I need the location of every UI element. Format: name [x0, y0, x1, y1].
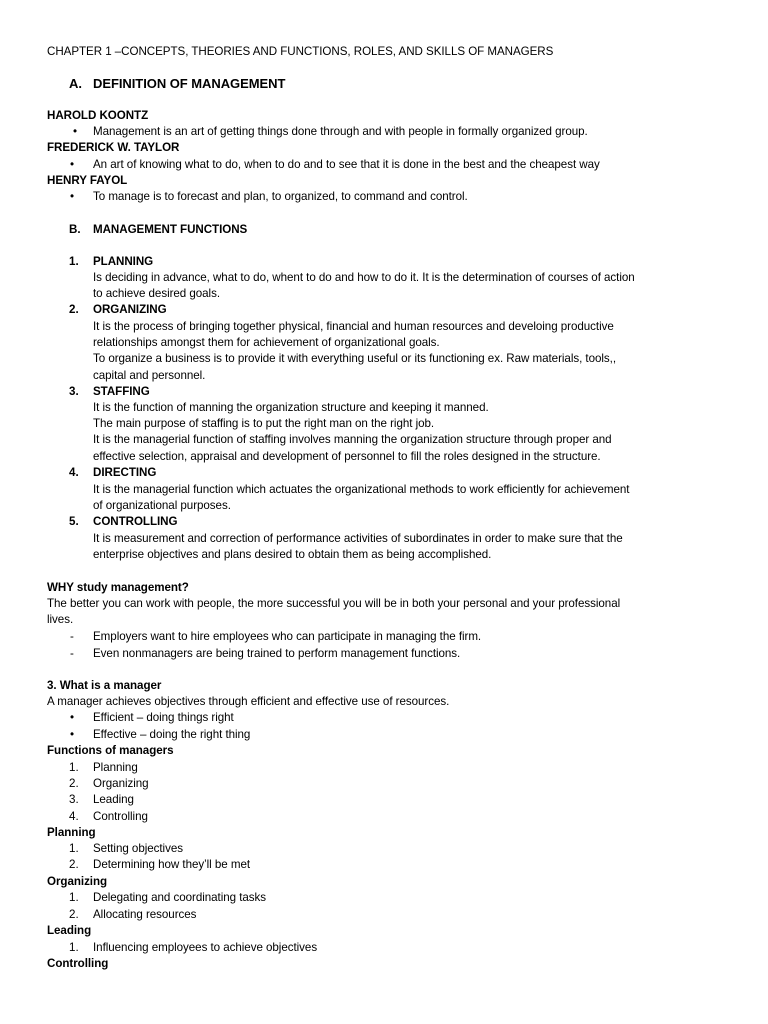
definition-text: Management is an art of getting things done through and with people in formally organized group. [93, 125, 588, 138]
function-text: It is the managerial function which actuates the organizational methods to work efficiently for achievement [93, 483, 630, 496]
function-number: 4. [69, 466, 79, 479]
function-text: relationships amongst them for achievement of organizational goals. [93, 336, 440, 349]
function-text: The main purpose of staffing is to put the right man on the right job. [93, 417, 435, 430]
list-number: 1. [69, 761, 79, 774]
section-b-title: MANAGEMENT FUNCTIONS [93, 223, 248, 236]
function-title: CONTROLLING [93, 515, 178, 528]
list-item: Setting objectives [93, 842, 183, 855]
list-number: 1. [69, 941, 79, 954]
bullet-icon: • [70, 728, 75, 741]
list-item: Delegating and coordinating tasks [93, 891, 267, 904]
list-item: Leading [93, 793, 134, 806]
dash-marker: - [70, 630, 74, 643]
list-number: 1. [69, 891, 79, 904]
list-item: Planning [93, 761, 138, 774]
manager-bullet: Effective – doing the right thing [93, 728, 251, 741]
function-text: enterprise objectives and plans desired to obtain them as being accomplished. [93, 548, 492, 561]
list-item: Allocating resources [93, 908, 197, 921]
function-title: STAFFING [93, 385, 150, 398]
function-text: of organizational purposes. [93, 499, 231, 512]
planning-heading: Planning [47, 826, 96, 839]
organizing-heading: Organizing [47, 875, 108, 888]
function-title: PLANNING [93, 255, 154, 268]
function-number: 1. [69, 255, 79, 268]
function-title: DIRECTING [93, 466, 157, 479]
why-intro: lives. [47, 613, 74, 626]
function-text: It is the managerial function of staffing involves manning the organization structure through proper and [93, 433, 612, 446]
definition-text: To manage is to forecast and plan, to organized, to command and control. [93, 190, 468, 203]
manager-intro: A manager achieves objectives through efficient and effective use of resources. [47, 695, 450, 708]
dash-marker: - [70, 647, 74, 660]
definition-text: An art of knowing what to do, when to do and to see that it is done in the best and the cheapest way [93, 158, 600, 171]
list-number: 2. [69, 908, 79, 921]
list-number: 1. [69, 842, 79, 855]
function-number: 2. [69, 303, 79, 316]
list-number: 2. [69, 777, 79, 790]
leading-heading: Leading [47, 924, 92, 937]
function-number: 5. [69, 515, 79, 528]
function-text: Is deciding in advance, what to do, whent to do and how to do it. It is the determination of courses of action [93, 271, 635, 284]
list-item: Organizing [93, 777, 149, 790]
list-item: Determining how they’ll be met [93, 858, 251, 871]
function-text: It is the function of manning the organization structure and keeping it manned. [93, 401, 489, 414]
bullet-icon: • [70, 158, 75, 171]
list-item: Influencing employees to achieve objectives [93, 941, 318, 954]
definition-author: HENRY FAYOL [47, 174, 128, 187]
definition-author: HAROLD KOONTZ [47, 109, 149, 122]
function-title: ORGANIZING [93, 303, 167, 316]
section-b-marker: B. [69, 223, 81, 236]
chapter-title: CHAPTER 1 –CONCEPTS, THEORIES AND FUNCTIONS, ROLES, AND SKILLS OF MANAGERS [47, 45, 554, 58]
section-a-marker: A. [69, 76, 82, 91]
function-text: It is the process of bringing together physical, financial and human resources and develoing productive [93, 320, 614, 333]
why-intro: The better you can work with people, the more successful you will be in both your personal and your professional [47, 597, 621, 610]
why-item: Even nonmanagers are being trained to perform management functions. [93, 647, 461, 660]
bullet-icon: • [70, 711, 75, 724]
list-number: 4. [69, 810, 79, 823]
why-item: Employers want to hire employees who can participate in managing the firm. [93, 630, 482, 643]
list-number: 3. [69, 793, 79, 806]
list-number: 2. [69, 858, 79, 871]
definition-author: FREDERICK W. TAYLOR [47, 141, 180, 154]
function-text: It is measurement and correction of performance activities of subordinates in order to make sure that the [93, 532, 623, 545]
function-text: to achieve desired goals. [93, 287, 221, 300]
function-text: effective selection, appraisal and development of personnel to fill the roles designed in the structure. [93, 450, 601, 463]
bullet-icon: • [70, 190, 75, 203]
controlling-heading: Controlling [47, 957, 109, 970]
function-text: capital and personnel. [93, 369, 206, 382]
function-text: To organize a business is to provide it with everything useful or its functioning ex. Raw materials, tools,, [93, 352, 617, 365]
function-number: 3. [69, 385, 79, 398]
manager-heading: 3. What is a manager [47, 679, 162, 692]
why-heading: WHY study management? [47, 581, 189, 594]
functions-heading: Functions of managers [47, 744, 174, 757]
section-a-title: DEFINITION OF MANAGEMENT [93, 76, 286, 91]
manager-bullet: Efficient – doing things right [93, 711, 234, 724]
bullet-icon: • [73, 125, 78, 138]
list-item: Controlling [93, 810, 148, 823]
